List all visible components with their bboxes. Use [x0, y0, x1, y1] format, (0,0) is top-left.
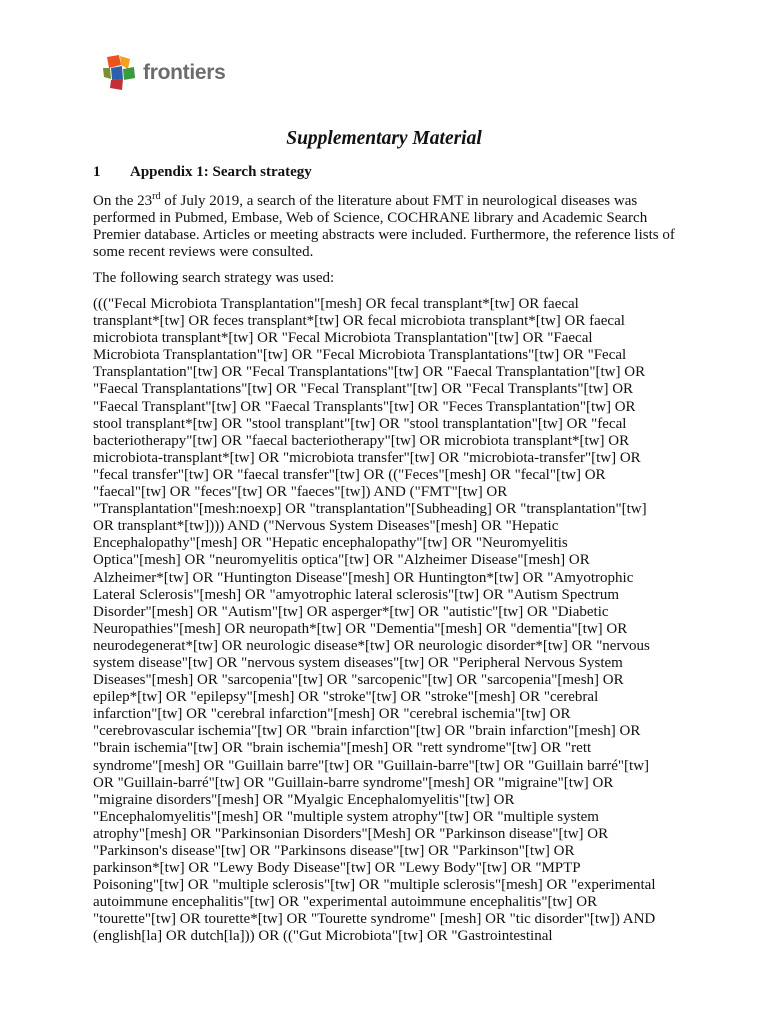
strategy-line: epilep*[tw] OR "epilepsy"[mesh] OR "stroke"[tw] OR "stroke"[mesh] OR "cerebral — [93, 689, 599, 706]
strategy-line: "Encephalomyelitis"[mesh] OR "multiple system atrophy"[tw] OR "multiple system — [93, 808, 599, 825]
strategy-line: Neuropathies"[mesh] OR neuropath*[tw] OR "Dementia"[mesh] OR "dementia"[tw] OR — [93, 620, 628, 637]
strategy-line: Diseases"[mesh] OR "sarcopenia"[tw] OR "sarcopenic"[tw] OR "sarcopenia"[mesh] OR — [93, 672, 624, 689]
document-title: Supplementary Material — [286, 128, 482, 149]
date-superscript: rd — [152, 191, 161, 202]
strategy-line: microbiota transplant*[tw] OR "Fecal Microbiota Transplantation"[tw] OR "Faecal — [93, 330, 593, 347]
strategy-line: Encephalopathy"[mesh] OR "Hepatic encephalopathy"[tw] OR "Neuromyelitis — [93, 535, 568, 552]
strategy-line: Transplantation"[tw] OR "Fecal Transplantations"[tw] OR "Faecal Transplantation"[tw] OR — [93, 364, 646, 381]
strategy-line: Alzheimer*[tw] OR "Huntington Disease"[mesh] OR Huntington*[tw] OR "Amyotrophic — [93, 569, 634, 586]
strategy-line: "cerebrovascular ischemia"[tw] OR "brain infarction"[tw] OR "brain infarction"[mesh] OR — [93, 723, 641, 740]
intro-paragraph — [93, 193, 687, 261]
strategy-line: Microbiota Transplantation"[tw] OR "Fecal Microbiota Transplantations"[tw] OR "Fecal — [93, 347, 627, 364]
strategy-line: neurodegenerat*[tw] OR neurologic disease*[tw] OR neurologic disorder*[tw] OR "nervous — [93, 637, 650, 654]
frontiers-logo-text: frontiers — [143, 61, 226, 84]
frontiers-logo-icon — [101, 55, 137, 91]
strategy-line: "Transplantation"[mesh:noexp] OR "transplantation"[Subheading] OR "transplantation"[tw] — [93, 501, 647, 518]
strategy-line: "faecal"[tw] OR "feces"[tw] OR "faeces"[tw]) AND ("FMT"[tw] OR — [93, 484, 508, 501]
strategy-line: Poisoning"[tw] OR "multiple sclerosis"[tw] OR "multiple sclerosis"[mesh] OR "experimental — [93, 877, 656, 894]
strategy-line: Lateral Sclerosis"[mesh] OR "amyotrophic lateral sclerosis"[tw] OR "Autism Spectrum — [93, 586, 620, 603]
intro-after-date: of July 2019, a search of the literature about FMT in neurological diseases was performed in Pubmed, Embase, Web of Science, COCHRANE library and Academic Search Premier database. Articles or meeting abstracts were included. Furthermore, the reference lists of some recent reviews were consulted. — [93, 193, 675, 261]
strategy-line: OR "Guillain-barré"[tw] OR "Guillain-barre syndrome"[mesh] OR "migraine"[tw] OR — [93, 774, 614, 791]
strategy-line: infarction"[tw] OR "cerebral infarction"[mesh] OR "cerebral ischemia"[tw] OR — [93, 706, 571, 723]
intro-before-date: On the 23 — [93, 193, 153, 209]
strategy-line: "Parkinson's disease"[tw] OR "Parkinsons disease"[tw] OR "Parkinson"[tw] OR — [93, 843, 575, 859]
strategy-line: Disorder"[mesh] OR "Autism"[tw] OR asperger*[tw] OR "autistic"[tw] OR "Diabetic — [93, 603, 609, 620]
strategy-line: Optica"[mesh] OR "neuromyelitis optica"[tw] OR "Alzheimer Disease"[mesh] OR — [93, 552, 590, 569]
strategy-line: stool transplant*[tw] OR "stool transplant"[tw] OR "stool transplantation"[tw] OR "fecal — [93, 415, 627, 432]
strategy-line: "fecal transfer"[tw] OR "faecal transfer"[tw] OR (("Feces"[mesh] OR "fecal"[tw] OR — [93, 466, 606, 483]
strategy-line: system disease"[tw] OR "nervous system diseases"[tw] OR "Peripheral Nervous System — [93, 654, 623, 671]
strategy-line: ((("Fecal Microbiota Transplantation"[mesh] OR fecal transplant*[tw] OR faecal — [93, 296, 579, 312]
strategy-line: (english[la] OR dutch[la])) OR (("Gut Microbiota"[tw] OR "Gastrointestinal — [93, 928, 553, 945]
strategy-line: parkinson*[tw] OR "Lewy Body Disease"[tw] OR "Lewy Body"[tw] OR "MPTP — [93, 860, 581, 877]
strategy-line: "Faecal Transplantations"[tw] OR "Fecal Transplant"[tw] OR "Fecal Transplants"[tw] OR — [93, 381, 634, 398]
strategy-line: "Faecal Transplant"[tw] OR "Faecal Transplants"[tw] OR "Feces Transplantation"[tw] OR — [93, 398, 636, 415]
strategy-line: autoimmune encephalitis"[tw] OR "experimental autoimmune encephalitis"[tw] OR — [93, 894, 598, 911]
strategy-line: "migraine disorders"[mesh] OR "Myalgic Encephalomyelitis"[tw] OR — [93, 791, 515, 808]
strategy-line: OR transplant*[tw]))) AND ("Nervous System Diseases"[mesh] OR "Hepatic — [93, 518, 559, 535]
search-strategy-paragraph — [93, 296, 687, 946]
strategy-line: atrophy"[mesh] OR "Parkinsonian Disorders"[Mesh] OR "Parkinson disease"[tw] OR — [93, 825, 609, 842]
strategy-line: syndrome"[mesh] OR "Guillain barre"[tw] OR "Guillain-barre"[tw] OR "Guillain barré"[tw] — [93, 757, 650, 774]
frontiers-logo — [101, 55, 225, 91]
strategy-line: transplant*[tw] OR feces transplant*[tw] OR fecal microbiota transplant*[tw] OR faecal — [93, 313, 625, 330]
strategy-line: microbiota-transplant*[tw] OR "microbiota transfer"[tw] OR "microbiota-transfer"[tw] OR — [93, 449, 641, 466]
strategy-line: "brain ischemia"[tw] OR "brain ischemia"[mesh] OR "rett syndrome"[tw] OR "rett — [93, 740, 592, 757]
section-heading — [93, 162, 312, 182]
section-number: 1 — [93, 164, 101, 180]
strategy-line: "tourette"[tw] OR tourette*[tw] OR "Tourette syndrome" [mesh] OR "tic disorder"[tw]) AND — [93, 911, 656, 928]
strategy-intro: The following search strategy was used: — [93, 270, 335, 286]
section-title: Appendix 1: Search strategy — [130, 164, 312, 180]
strategy-line: bacteriotherapy"[tw] OR "faecal bacteriotherapy"[tw] OR microbiota transplant*[tw] OR — [93, 432, 630, 449]
